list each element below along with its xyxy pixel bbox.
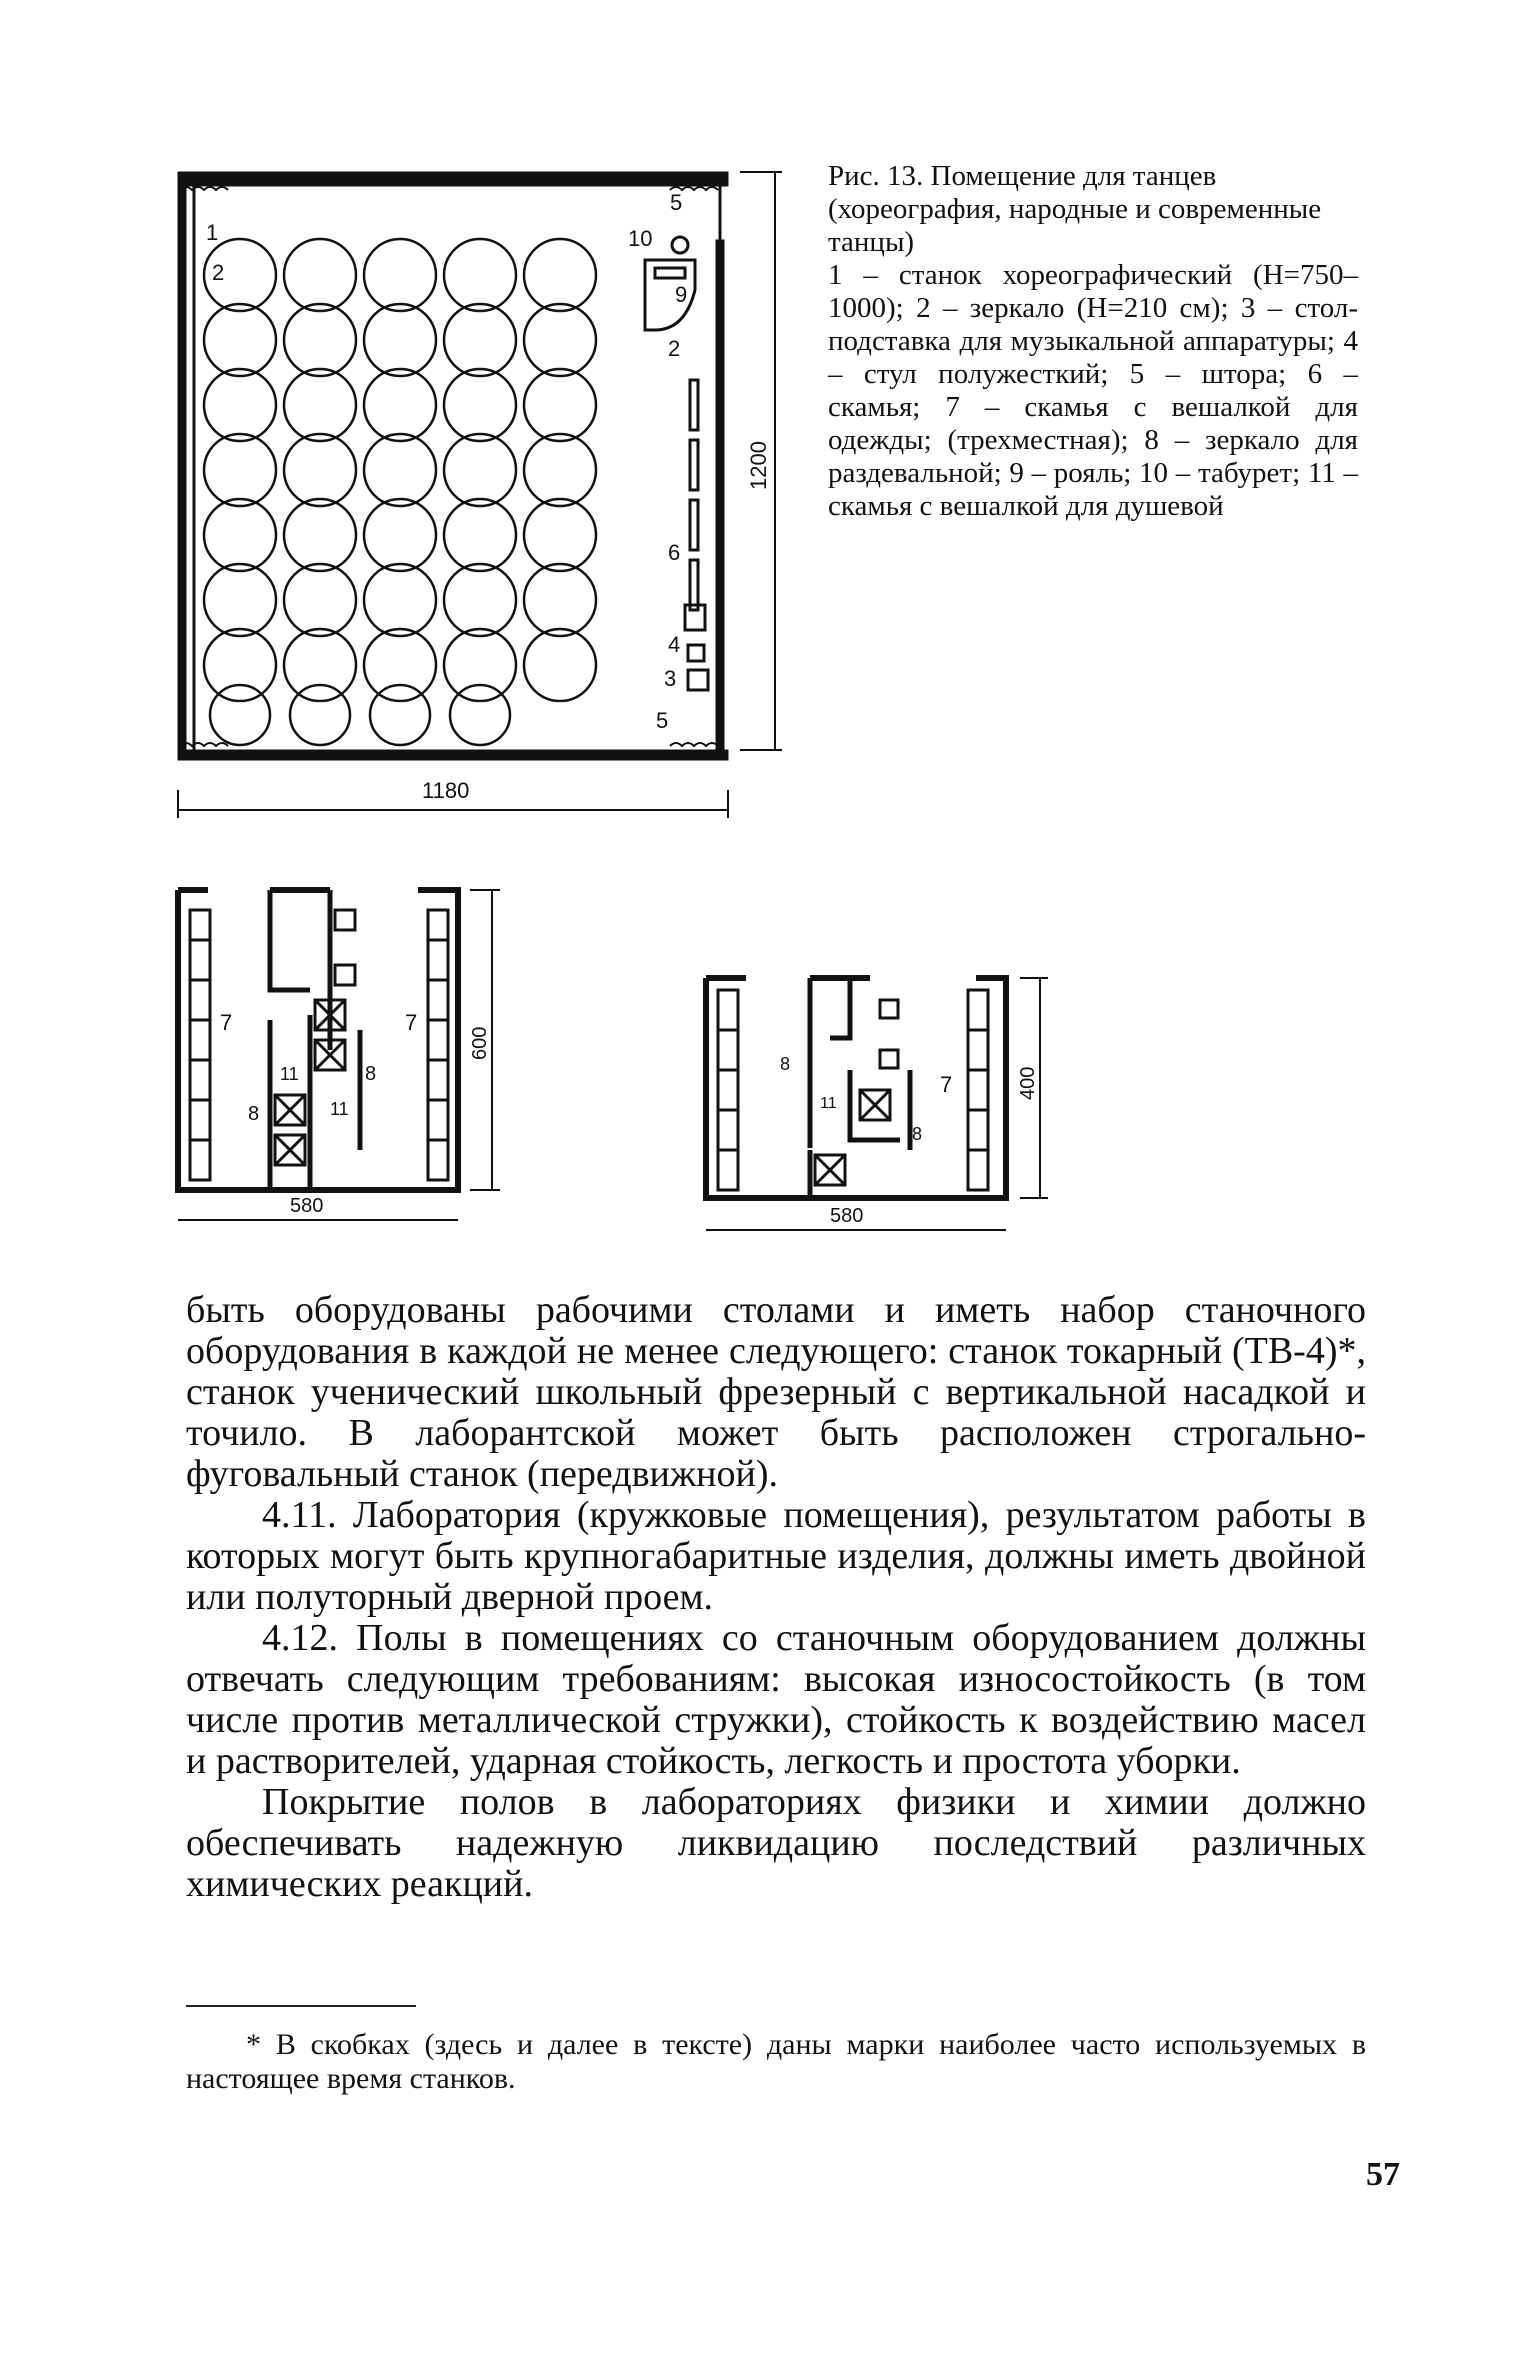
label-7-right: 7: [405, 1010, 418, 1035]
mirror-icon: [690, 560, 698, 610]
dance-position: [204, 499, 276, 571]
dance-position: [204, 304, 276, 376]
dance-position: [524, 369, 596, 441]
label-6: 6: [668, 540, 681, 565]
dance-position: [524, 564, 596, 636]
label-8-right: 8: [365, 1063, 377, 1085]
wc-icon: [335, 965, 355, 985]
dance-position: [284, 564, 356, 636]
width-label: 580: [830, 1205, 864, 1227]
dance-position: [524, 434, 596, 506]
curtain-bottom-left: [180, 743, 228, 746]
height-label: 400: [1017, 1066, 1039, 1100]
mirror-icon: [690, 380, 698, 430]
top-wall: [178, 172, 728, 186]
changing-room-plan-small: [690, 960, 1070, 1250]
dance-position: [204, 369, 276, 441]
mirror-icon: [690, 440, 698, 490]
dance-position: [370, 685, 430, 745]
figure-caption: [828, 160, 1358, 523]
dance-position: [284, 629, 356, 701]
stool-icon: [672, 237, 688, 253]
height-label: 600: [469, 1026, 491, 1060]
dance-position: [444, 564, 516, 636]
dance-position: [364, 304, 436, 376]
label-2b: 2: [668, 336, 681, 361]
label-8-left: 8: [248, 1103, 260, 1125]
dance-position: [444, 499, 516, 571]
label-5-top: 5: [670, 190, 683, 215]
dance-position: [444, 434, 516, 506]
dance-position: [284, 304, 356, 376]
dance-position: [444, 369, 516, 441]
changing-room-plan-large: [160, 870, 520, 1240]
label-10: 10: [628, 226, 653, 251]
paragraph-floor-coating: Покрытие полов в лабораториях физики и химии должно обеспечивать надежную ликвидацию последствий различных химических реакций.: [186, 1781, 1366, 1905]
footnote-divider: [186, 2005, 416, 2007]
height-label: 1200: [746, 441, 771, 490]
label-2: 2: [212, 260, 225, 285]
dance-position: [364, 434, 436, 506]
dance-position: [444, 629, 516, 701]
label-1: 1: [206, 220, 219, 245]
label-7: 7: [940, 1072, 953, 1097]
mirror-icon: [690, 500, 698, 550]
curtain-bottom-right: [670, 743, 718, 746]
dance-position: [450, 685, 510, 745]
piano-icon: [645, 260, 695, 330]
dance-position: [524, 304, 596, 376]
bench-right: [968, 990, 988, 1190]
paragraph-4-12: 4.12. Полы в помещениях со станочным оборудованием должны отвечать следующим требованиям: высокая износостойкость (в том числе против металлической стружки), стойкость к воздействию масел и растворителей, ударная стойкость, легкость и простота уборки.: [186, 1617, 1366, 1782]
label-4: 4: [668, 632, 681, 657]
width-label: 580: [290, 1195, 324, 1217]
label-9: 9: [675, 282, 688, 307]
left-wall: [178, 172, 186, 760]
footnote: * В скобках (здесь и далее в тексте) даны марки наиболее часто используемых в настоящее время станков.: [186, 2028, 1366, 2095]
label-3: 3: [664, 666, 677, 691]
dance-position: [364, 629, 436, 701]
label-11-b: 11: [330, 1099, 349, 1119]
bench-left: [718, 990, 738, 1190]
dance-position: [524, 499, 596, 571]
label-5-bottom: 5: [656, 708, 669, 733]
dance-position: [444, 304, 516, 376]
bottom-wall: [178, 750, 728, 760]
paragraph-continuation: быть оборудованы рабочими столами и иметь набор станочного оборудования в каждой не менее следующего: станок токарный (ТВ-4)*, станок ученический школьный фрезерный с вертикальной насадкой и точило. В лаборантской может быть расположен строгально-фуговальный станок (передвижной).: [186, 1289, 1366, 1495]
table-icon: [688, 670, 708, 690]
figure-caption-title: Рис. 13. Помещение для танцев (хореография, народные и современные танцы): [828, 160, 1322, 258]
label-7-left: 7: [220, 1010, 233, 1035]
dance-position: [290, 685, 350, 745]
dance-position: [284, 239, 356, 311]
dance-position: [204, 564, 276, 636]
page-number: 57: [1366, 2156, 1400, 2193]
outer-wall: [706, 978, 1006, 1198]
wc-icon: [335, 910, 355, 930]
label-8-left: 8: [780, 1054, 791, 1074]
dance-position: [444, 239, 516, 311]
body-text: [186, 1290, 1366, 1905]
dance-hall-plan: [150, 150, 800, 830]
dance-position: [204, 434, 276, 506]
label-11-a: 11: [280, 1064, 299, 1084]
dance-position: [364, 239, 436, 311]
dance-position: [204, 629, 276, 701]
dance-position: [284, 369, 356, 441]
label-11: 11: [820, 1095, 837, 1112]
dance-position: [364, 369, 436, 441]
wc-icon: [880, 1000, 898, 1018]
dance-position: [524, 239, 596, 311]
paragraph-4-11: 4.11. Лаборатория (кружковые помещения), результатом работы в которых могут быть крупногабаритные изделия, должны иметь двойной или полуторный дверной проем.: [186, 1494, 1366, 1618]
dance-position: [364, 499, 436, 571]
dance-position: [284, 434, 356, 506]
dance-position: [524, 629, 596, 701]
piano-keys: [655, 268, 685, 278]
dance-position: [284, 499, 356, 571]
dance-position: [210, 685, 270, 745]
dance-position: [364, 564, 436, 636]
chair-icon: [688, 645, 704, 661]
wc-icon: [880, 1050, 898, 1068]
width-label: 1180: [422, 778, 470, 803]
figure-caption-legend: 1 – станок хореографический (Н=750–1000); 2 – зеркало (Н=210 см); 3 – стол-подставка для музыкальной аппаратуры; 4 – стул полужесткий; 5 – штора; 6 – скамья; 7 – скамья с вешалкой для одежды; (трехместная); 8 – зеркало для раздевальной; 9 – рояль; 10 – табурет; 11 – скамья с вешалкой для душевой: [828, 259, 1358, 522]
curtain-top-left: [180, 187, 228, 190]
dance-positions: [204, 239, 596, 745]
label-8-right: 8: [912, 1124, 923, 1144]
